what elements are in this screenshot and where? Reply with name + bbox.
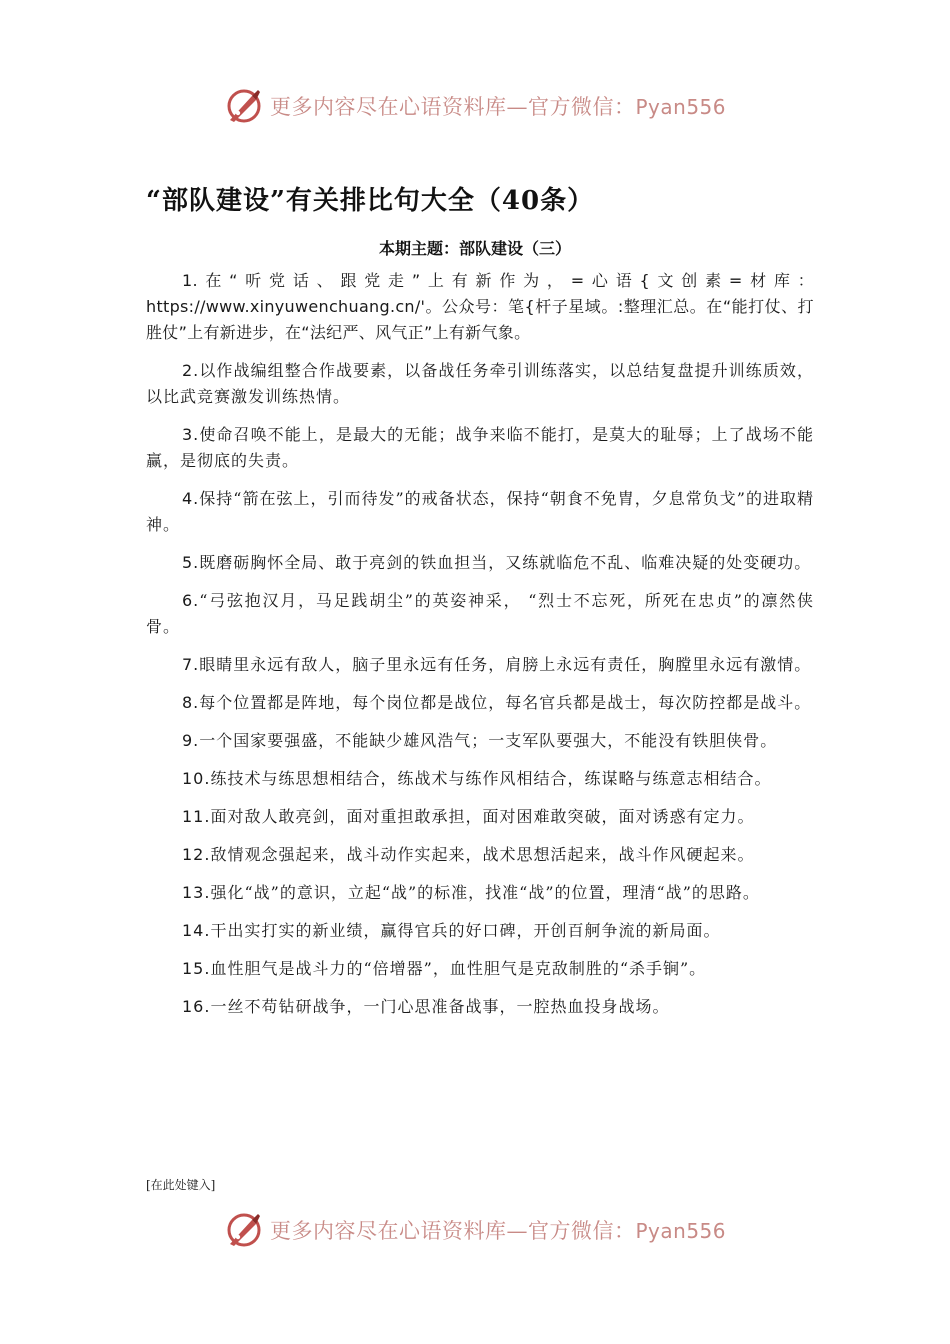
- pen-logo-icon: [224, 1210, 264, 1250]
- paragraph-number: 2.: [182, 361, 200, 380]
- numbered-paragraph: [146, 358, 814, 410]
- numbered-paragraph: [146, 842, 814, 868]
- paragraph-number: 4.: [182, 489, 200, 508]
- paragraph-text: 练技术与练思想相结合，练战术与练作风相结合，练谋略与练意志相结合。: [210, 769, 772, 788]
- paragraph-number: 8.: [182, 693, 200, 712]
- paragraph-number: 5.: [182, 553, 200, 572]
- paragraph-text: 强化“战”的意识，立起“战”的标准，找准“战”的位置，理清“战”的思路。: [210, 883, 760, 902]
- subtitle: 本期主题：部队建设（三）: [378, 239, 571, 258]
- paragraph-text: 一个国家要强盛，不能缺少雄风浩气；一支军队要强大，不能没有铁胆侠骨。: [199, 731, 778, 750]
- numbered-paragraph: [146, 994, 814, 1020]
- paragraph-number: 12.: [182, 845, 211, 864]
- page-title: “部队建设”有关排比句大全（40条）: [146, 186, 595, 216]
- numbered-paragraph: [146, 728, 814, 754]
- paragraph-number: 15.: [182, 959, 211, 978]
- paragraph-text: 在“听党话、跟党走”上有新作为，=心语{文创素=材库：https://www.xinyuwenchuang.cn/'。公众号：笔{杆子星域。:整理汇总。在“能打仗、打胜仗”上有新进步，在“法纪严、风气正”上有新气象。: [146, 271, 814, 342]
- paragraph-number: 7.: [182, 655, 200, 674]
- numbered-paragraph: [146, 486, 814, 538]
- paragraph-text: 以作战编组整合作战要素，以备战任务牵引训练落实，以总结复盘提升训练质效，以比武竞赛激发训练热情。: [146, 361, 814, 406]
- paragraph-text: 保持“箭在弦上，引而待发”的戒备状态，保持“朝食不免胄，夕息常负戈”的进取精神。: [146, 489, 814, 534]
- numbered-paragraph: [146, 880, 814, 906]
- footer-placeholder[interactable]: [在此处键入]: [146, 1178, 216, 1192]
- paragraph-number: 3.: [182, 425, 200, 444]
- paragraph-number: 1.: [182, 271, 198, 290]
- numbered-paragraph: [146, 690, 814, 716]
- numbered-paragraph: [146, 268, 814, 346]
- paragraph-number: 16.: [182, 997, 211, 1016]
- numbered-paragraph: [146, 422, 814, 474]
- footer-banner: [0, 1208, 950, 1252]
- paragraph-number: 13.: [182, 883, 211, 902]
- paragraph-text: 干出实打实的新业绩，赢得官兵的好口碑，开创百舸争流的新局面。: [210, 921, 721, 940]
- paragraph-text: 敌情观念强起来，战斗动作实起来，战术思想活起来，战斗作风硬起来。: [210, 845, 755, 864]
- numbered-paragraph: [146, 588, 814, 640]
- numbered-paragraph: [146, 956, 814, 982]
- numbered-paragraph: [146, 652, 814, 678]
- banner-text: 更多内容尽在心语资料库—官方微信：Pyan556: [270, 95, 727, 119]
- banner-text: 更多内容尽在心语资料库—官方微信：Pyan556: [270, 1219, 727, 1243]
- paragraph-text: 每个位置都是阵地，每个岗位都是战位，每名官兵都是战士，每次防控都是战斗。: [199, 693, 812, 712]
- paragraph-number: 6.: [182, 591, 200, 610]
- paragraph-number: 11.: [182, 807, 211, 826]
- numbered-paragraph: [146, 918, 814, 944]
- paragraph-text: 血性胆气是战斗力的“倍增器”，血性胆气是克敌制胜的“杀手锏”。: [210, 959, 707, 978]
- paragraph-text: 面对敌人敢亮剑，面对重担敢承担，面对困难敢突破，面对诱惑有定力。: [210, 807, 755, 826]
- paragraph-text: “弓弦抱汉月，马足践胡尘”的英姿神采， “烈士不忘死，所死在忠贞”的凛然侠骨。: [146, 591, 814, 636]
- numbered-paragraph: [146, 804, 814, 830]
- wechat-id: Pyan556: [635, 1219, 727, 1243]
- paragraph-text: 眼睛里永远有敌人，脑子里永远有任务，肩膀上永远有责任，胸膛里永远有激情。: [199, 655, 812, 674]
- numbered-paragraph: [146, 550, 814, 576]
- wechat-id: Pyan556: [635, 95, 727, 119]
- paragraph-text: 既磨砺胸怀全局、敢于亮剑的铁血担当，又练就临危不乱、临难决疑的处变硬功。: [199, 553, 812, 572]
- paragraph-number: 9.: [182, 731, 200, 750]
- paragraph-text: 一丝不苟钻研战争，一门心思准备战事，一腔热血投身战场。: [210, 997, 670, 1016]
- pen-logo-icon: [224, 86, 264, 126]
- paragraph-text: 使命召唤不能上，是最大的无能；战争来临不能打，是莫大的耻辱；上了战场不能赢，是彻底的失责。: [146, 425, 814, 470]
- paragraph-number: 14.: [182, 921, 211, 940]
- header-banner: [0, 84, 950, 128]
- paragraph-number: 10.: [182, 769, 211, 788]
- paragraph-list: [146, 268, 814, 1032]
- numbered-paragraph: [146, 766, 814, 792]
